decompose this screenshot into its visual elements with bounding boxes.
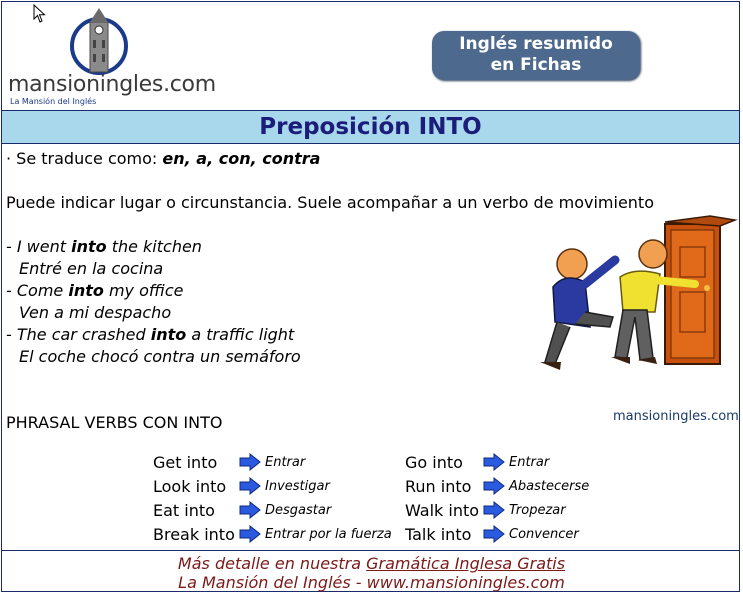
- example-2-post: my office: [103, 281, 184, 300]
- arrow-right-icon: [483, 453, 505, 471]
- phrasal-verb-get-into: Get into: [153, 453, 218, 472]
- badge-line-2: en Fichas: [490, 55, 582, 75]
- example-1-key: into: [71, 237, 107, 256]
- example-2-pre: - Come: [6, 281, 69, 300]
- example-3-key: into: [150, 325, 187, 344]
- logo-tower-icon: [68, 6, 130, 76]
- intro-prefix: · Se traduce como:: [6, 149, 163, 168]
- example-1-post: the kitchen: [106, 237, 202, 256]
- phrasal-verb-go-into: Go into: [405, 453, 463, 472]
- example-3-pre: - The car crashed: [6, 325, 151, 344]
- arrow-right-icon: [239, 477, 261, 495]
- example-2-translation: Ven a mi despacho: [19, 303, 172, 322]
- phrasal-verb-run-into: Run into: [405, 477, 472, 496]
- arrow-right-icon: [483, 525, 505, 543]
- illustration-image: [535, 212, 740, 390]
- example-3-post: a traffic light: [186, 325, 295, 344]
- phrasal-verb-talk-into: Talk into: [405, 525, 472, 544]
- footer-line-1: [0, 554, 743, 573]
- phrasal-heading: PHRASAL VERBS CON INTO: [6, 413, 223, 432]
- logo-text[interactable]: mansioningles.com: [8, 72, 216, 97]
- logo-subtitle: La Mansión del Inglés: [10, 97, 97, 106]
- example-1-translation: Entré en la cocina: [19, 259, 164, 278]
- example-2: [6, 281, 184, 300]
- usage-line: Puede indicar lugar o circunstancia. Suele acompañar a un verbo de movimiento: [6, 193, 654, 212]
- example-1-pre: - I went: [6, 237, 72, 256]
- footer-divider: [2, 550, 739, 551]
- meaning-break-into: Entrar por la fuerza: [265, 527, 392, 542]
- arrow-right-icon: [483, 501, 505, 519]
- meaning-walk-into: Tropezar: [509, 503, 566, 518]
- arrow-right-icon: [239, 453, 261, 471]
- arrow-right-icon: [483, 477, 505, 495]
- phrasal-verb-look-into: Look into: [153, 477, 227, 496]
- summary-badge[interactable]: [432, 31, 640, 80]
- example-3-translation: El coche chocó contra un semáforo: [19, 347, 301, 366]
- badge-line-1: Inglés resumido: [459, 34, 613, 54]
- example-3: [6, 325, 294, 344]
- meaning-get-into: Entrar: [265, 455, 306, 470]
- footer-line-2: La Mansión del Inglés - www.mansioningles.com: [178, 573, 565, 592]
- meaning-look-into: Investigar: [265, 479, 330, 494]
- meaning-eat-into: Desgastar: [265, 503, 332, 518]
- footer-prefix: Más detalle en nuestra: [177, 554, 367, 573]
- grammar-link[interactable]: Gramática Inglesa Gratis: [366, 554, 566, 573]
- arrow-right-icon: [239, 501, 261, 519]
- page-title: Preposición INTO: [259, 114, 482, 140]
- meaning-go-into: Entrar: [509, 455, 550, 470]
- arrow-right-icon: [239, 525, 261, 543]
- phrasal-verb-eat-into: Eat into: [153, 501, 215, 520]
- intro-line: [6, 149, 320, 168]
- phrasal-verb-walk-into: Walk into: [405, 501, 480, 520]
- phrasal-verb-break-into: Break into: [153, 525, 235, 544]
- mouse-cursor-icon: [33, 4, 47, 24]
- image-credit[interactable]: mansioningles.com: [613, 409, 739, 424]
- meaning-run-into: Abastecerse: [509, 479, 590, 494]
- title-bar: [2, 110, 739, 144]
- example-2-key: into: [68, 281, 104, 300]
- example-1: [6, 237, 202, 256]
- intro-translations: en, a, con, contra: [162, 149, 321, 168]
- meaning-talk-into: Convencer: [509, 527, 579, 542]
